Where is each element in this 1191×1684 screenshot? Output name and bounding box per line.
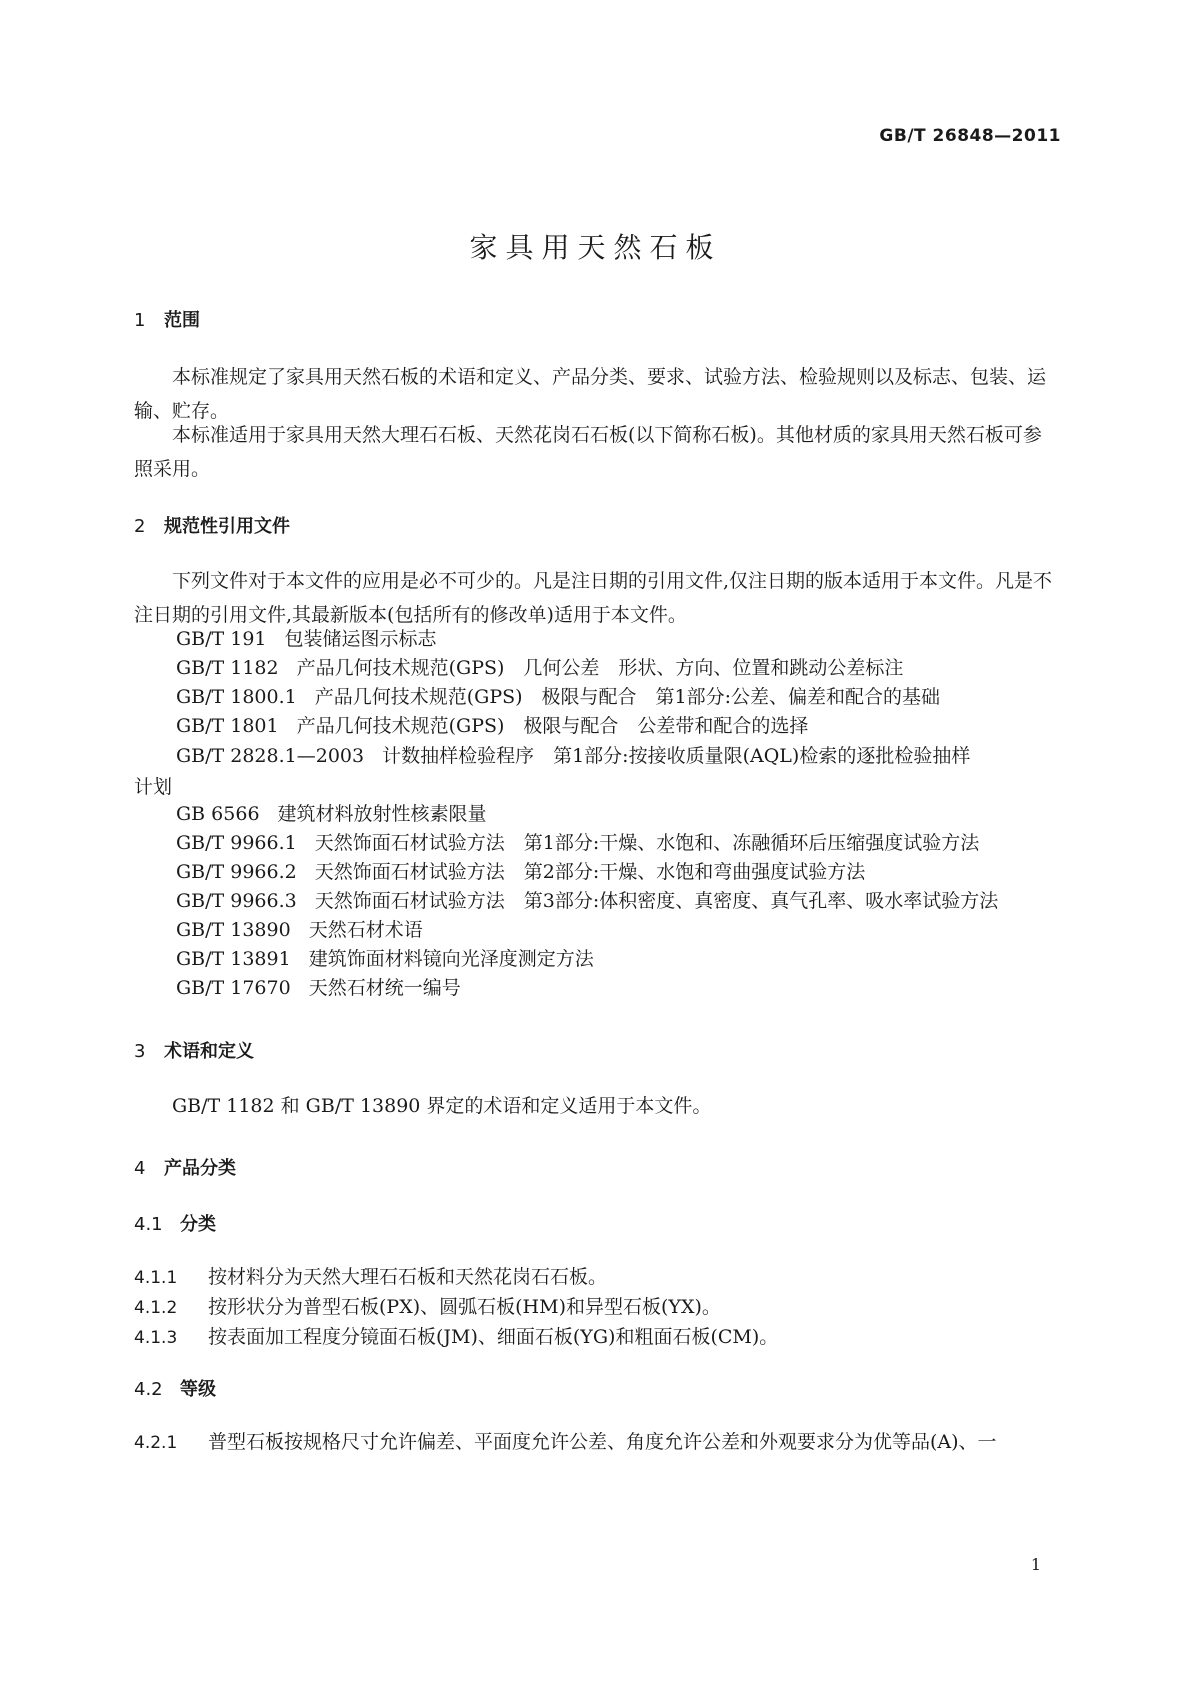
section-number: 4 [134,1158,146,1179]
section-title: 范围 [164,310,200,331]
reference-item [176,799,1058,829]
reference-item [176,741,1058,771]
reference-item [176,828,1058,858]
reference-item [176,653,1058,683]
subsection-title: 等级 [180,1379,216,1400]
scope-paragraph-2: 本标准适用于家具用天然大理石石板、天然花岗石石板(以下简称石板)。其他材质的家具用天然石板可参照采用。 [134,424,1042,480]
reference-title: 天然饰面石材试验方法 第1部分:干燥、水饱和、冻融循环后压缩强度试验方法 [314,832,980,854]
section-3-heading [134,1037,254,1063]
reference-code: GB/T 1801 [176,715,279,737]
reference-code: GB/T 13891 [176,948,291,970]
clause-number: 4.1.2 [134,1298,178,1318]
reference-title: 计数抽样检验程序 第1部分:按接收质量限(AQL)检索的逐批检验抽样 [382,745,971,767]
page-number: 1 [1030,1555,1041,1574]
clause-text: 按形状分为普型石板(PX)、圆弧石板(HM)和异型石板(YX)。 [208,1296,721,1318]
reference-code: GB/T 2828.1—2003 [176,745,365,767]
subsection-4-1-heading [134,1210,216,1236]
section-title: 术语和定义 [164,1041,254,1062]
clause-number: 4.1.3 [134,1328,178,1348]
reference-item [176,682,1058,712]
reference-item [176,973,1058,1003]
reference-code: GB/T 9966.2 [176,861,297,883]
section-title: 产品分类 [164,1158,236,1179]
references-intro: 下列文件对于本文件的应用是必不可少的。凡是注日期的引用文件,仅注日期的版本适用于本文件。凡是不注日期的引用文件,其最新版本(包括所有的修改单)适用于本文件。 [134,570,1053,626]
scope-paragraph-1: 本标准规定了家具用天然石板的术语和定义、产品分类、要求、试验方法、检验规则以及标志、包装、运输、贮存。 [134,366,1047,422]
reference-code: GB/T 1182 [176,657,279,679]
reference-title: 包装储运图示标志 [284,628,437,650]
clause-number: 4.2.1 [134,1433,178,1453]
section-4-heading [134,1154,236,1180]
reference-item [176,915,1058,945]
terms-paragraph: GB/T 1182 和 GB/T 13890 界定的术语和定义适用于本文件。 [172,1095,712,1117]
clause-text: 按材料分为天然大理石石板和天然花岗石石板。 [208,1266,608,1288]
reference-title: 天然饰面石材试验方法 第2部分:干燥、水饱和弯曲强度试验方法 [314,861,866,883]
reference-title: 建筑饰面材料镜向光泽度测定方法 [308,948,594,970]
reference-continuation: 计划 [134,776,173,798]
reference-item [176,857,1058,887]
subsection-4-2-heading [134,1375,216,1401]
reference-code: GB/T 9966.3 [176,890,297,912]
reference-code: GB/T 9966.1 [176,832,297,854]
section-number: 2 [134,516,146,537]
reference-title: 天然石材术语 [308,919,423,941]
reference-code: GB/T 17670 [176,977,291,999]
subsection-number: 4.1 [134,1214,163,1235]
reference-title: 产品几何技术规范(GPS) 极限与配合 公差带和配合的选择 [296,715,809,737]
subsection-number: 4.2 [134,1379,163,1400]
clause-4-2-1 [134,1427,1058,1454]
clause-number: 4.1.1 [134,1268,178,1288]
reference-code: GB/T 1800.1 [176,686,297,708]
clause-text: 普型石板按规格尺寸允许偏差、平面度允许公差、角度允许公差和外观要求分为优等品(A)、一 [208,1431,997,1453]
reference-title: 天然饰面石材试验方法 第3部分:体积密度、真密度、真气孔率、吸水率试验方法 [314,890,999,912]
section-title: 规范性引用文件 [164,516,290,537]
reference-item [176,624,1058,654]
reference-item [176,886,1058,916]
reference-title: 产品几何技术规范(GPS) 几何公差 形状、方向、位置和跳动公差标注 [296,657,904,679]
document-title: 家具用天然石板 [469,231,722,264]
reference-item [176,711,1058,741]
reference-code: GB 6566 [176,803,260,825]
clause-text: 按表面加工程度分镜面石板(JM)、细面石板(YG)和粗面石板(CM)。 [208,1326,779,1348]
reference-code: GB/T 191 [176,628,267,650]
reference-title: 产品几何技术规范(GPS) 极限与配合 第1部分:公差、偏差和配合的基础 [314,686,941,708]
clause-4-1-3 [134,1322,1058,1349]
section-number: 3 [134,1041,146,1062]
standard-code: GB/T 26848—2011 [879,126,1061,146]
clause-4-1-2 [134,1292,1058,1319]
clause-4-1-1 [134,1262,1058,1289]
section-2-heading [134,512,290,538]
subsection-title: 分类 [180,1214,216,1235]
section-number: 1 [134,310,146,331]
reference-title: 天然石材统一编号 [308,977,461,999]
reference-title: 建筑材料放射性核素限量 [277,803,487,825]
reference-code: GB/T 13890 [176,919,291,941]
reference-item [176,944,1058,974]
section-1-heading [134,306,200,332]
